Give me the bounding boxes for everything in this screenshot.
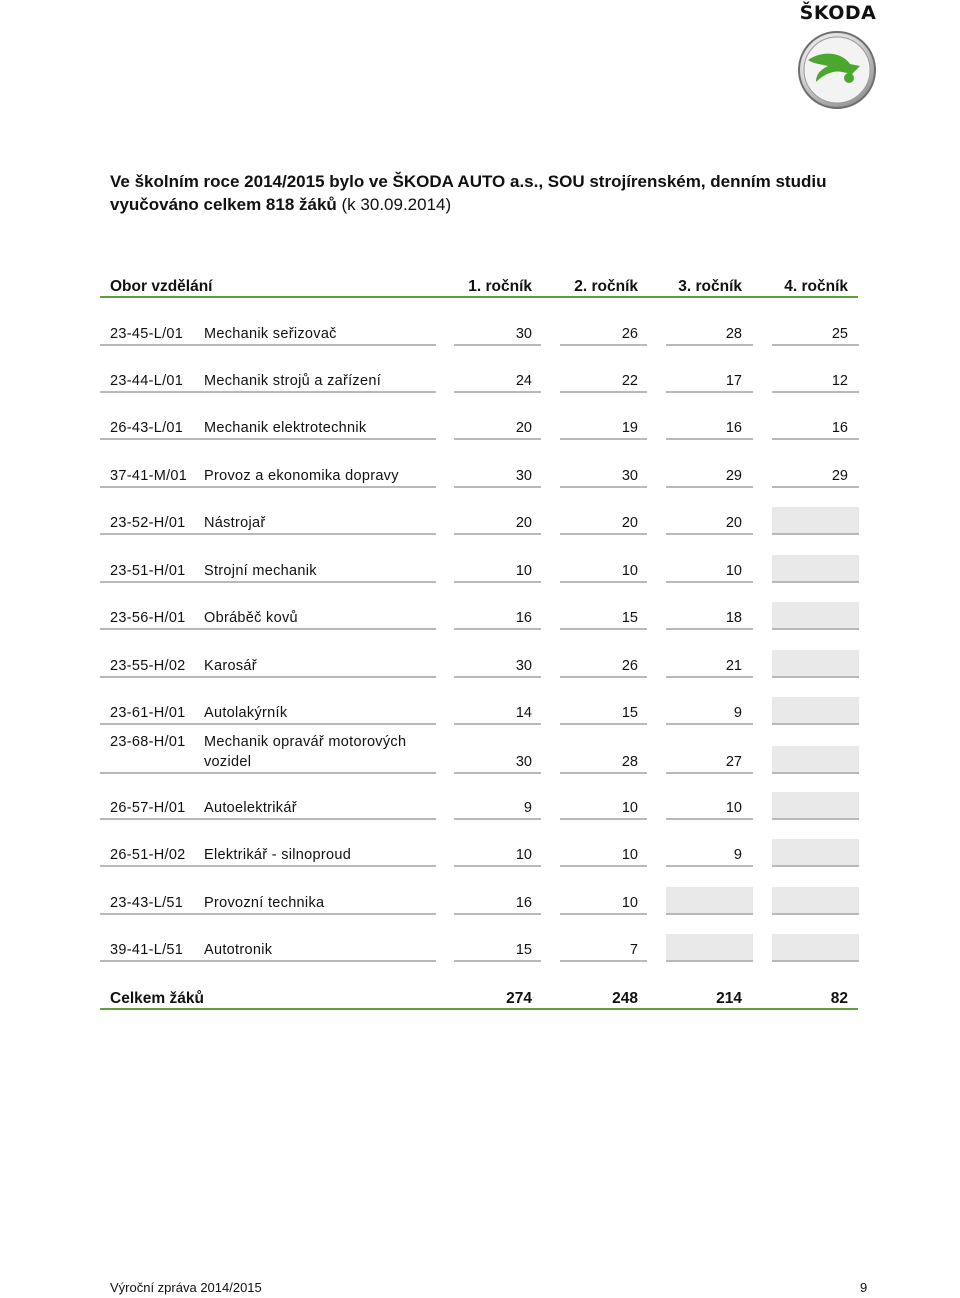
table-row (0, 466, 960, 496)
cell-rule (560, 533, 647, 535)
row-value-col-2: 19 (621, 420, 638, 436)
row-name: Mechanik seřizovač (204, 326, 337, 342)
row-value-col-3: 9 (733, 705, 742, 721)
cell-rule (666, 486, 753, 488)
table-row (0, 940, 960, 970)
row-name: Strojní mechanik (204, 563, 317, 579)
header-col-3: 3. ročník (678, 278, 742, 295)
table-row (0, 845, 960, 875)
empty-cell (772, 602, 859, 630)
row-value-col-2: 15 (621, 610, 638, 626)
row-rule (100, 960, 436, 962)
footer-report-title: Výroční zpráva 2014/2015 (110, 1280, 262, 1295)
cell-rule (454, 865, 541, 867)
header-label: Obor vzdělání (110, 278, 213, 295)
cell-rule (666, 533, 753, 535)
table-row (0, 732, 960, 780)
row-value-col-4: 16 (831, 420, 848, 436)
table-row (0, 371, 960, 401)
row-value-col-3: 10 (725, 800, 742, 816)
empty-cell (772, 555, 859, 583)
empty-cell (772, 650, 859, 678)
row-value-col-1: 10 (515, 847, 532, 863)
total-col-3: 214 (716, 990, 742, 1007)
row-value-col-3: 21 (725, 658, 742, 674)
table-row (0, 608, 960, 638)
cell-rule (560, 628, 647, 630)
table-total-row (0, 988, 960, 1036)
row-value-col-2: 10 (621, 895, 638, 911)
cell-rule (454, 391, 541, 393)
empty-cell (666, 887, 753, 915)
row-value-col-1: 10 (515, 563, 532, 579)
row-value-col-2: 10 (621, 563, 638, 579)
row-name-line2: vozidel (204, 754, 252, 770)
cell-rule (666, 581, 753, 583)
total-col-1: 274 (506, 990, 532, 1007)
row-rule (100, 723, 436, 725)
row-value-col-1: 30 (515, 468, 532, 484)
total-col-4: 82 (830, 990, 848, 1007)
cell-rule (454, 960, 541, 962)
cell-rule (454, 723, 541, 725)
row-value-col-4: 25 (831, 326, 848, 342)
cell-rule (560, 581, 647, 583)
cell-rule (666, 628, 753, 630)
cell-rule (454, 486, 541, 488)
empty-cell (772, 746, 859, 774)
empty-cell (772, 507, 859, 535)
total-col-2: 248 (612, 990, 638, 1007)
cell-rule (666, 438, 753, 440)
row-code: 23-43-L/51 (110, 895, 184, 911)
cell-rule (454, 344, 541, 346)
cell-rule (666, 391, 753, 393)
row-value-col-2: 30 (621, 468, 638, 484)
empty-cell (772, 934, 859, 962)
cell-rule (560, 391, 647, 393)
empty-cell (772, 697, 859, 725)
row-rule (100, 676, 436, 678)
cell-rule (454, 772, 541, 774)
row-value-col-1: 14 (515, 705, 532, 721)
row-rule (100, 772, 436, 774)
cell-rule (772, 960, 859, 962)
cell-rule (772, 676, 859, 678)
row-value-col-3: 28 (725, 326, 742, 342)
cell-rule (772, 344, 859, 346)
row-rule (100, 913, 436, 915)
cell-rule (454, 533, 541, 535)
skoda-logo (786, 0, 890, 112)
empty-cell (772, 792, 859, 820)
cell-rule (666, 723, 753, 725)
header-col-1: 1. ročník (468, 278, 532, 295)
row-code: 23-45-L/01 (110, 326, 184, 342)
row-value-col-1: 15 (515, 942, 532, 958)
row-value-col-1: 24 (515, 373, 532, 389)
cell-rule (666, 676, 753, 678)
row-name: Provozní technika (204, 895, 325, 911)
row-code: 23-56-H/01 (110, 610, 186, 626)
row-name: Autoelektrikář (204, 800, 297, 816)
row-code: 26-43-L/01 (110, 420, 184, 436)
cell-rule (666, 960, 753, 962)
row-value-col-4: 29 (831, 468, 848, 484)
footer-page-number: 9 (860, 1280, 868, 1295)
cell-rule (772, 581, 859, 583)
cell-rule (454, 676, 541, 678)
empty-cell (666, 934, 753, 962)
row-value-col-2: 22 (621, 373, 638, 389)
row-value-col-2: 26 (621, 658, 638, 674)
header-rule (100, 296, 858, 298)
row-value-col-1: 30 (515, 326, 532, 342)
cell-rule (560, 438, 647, 440)
cell-rule (560, 772, 647, 774)
cell-rule (772, 486, 859, 488)
row-name: Autolakýrník (204, 705, 288, 721)
cell-rule (772, 391, 859, 393)
table-row (0, 798, 960, 828)
cell-rule (560, 344, 647, 346)
intro-normal: (k 30.09.2014) (336, 195, 452, 214)
row-code: 26-51-H/02 (110, 847, 186, 863)
row-code: 23-52-H/01 (110, 515, 186, 531)
row-value-col-1: 30 (515, 754, 532, 770)
total-label: Celkem žáků (110, 990, 204, 1007)
table-row (0, 324, 960, 354)
row-rule (100, 818, 436, 820)
row-rule (100, 391, 436, 393)
intro-bold: Ve školním roce 2014/2015 bylo ve ŠKODA AUTO a.s., SOU strojírenském, denním studiu vyučováno celkem 818 žáků (110, 172, 827, 214)
cell-rule (454, 581, 541, 583)
row-name: Mechanik strojů a zařízení (204, 373, 382, 389)
cell-rule (560, 818, 647, 820)
row-value-col-3: 10 (725, 563, 742, 579)
row-code: 26-57-H/01 (110, 800, 186, 816)
cell-rule (666, 865, 753, 867)
row-rule (100, 628, 436, 630)
row-code: 23-61-H/01 (110, 705, 186, 721)
row-rule (100, 533, 436, 535)
row-code: 23-55-H/02 (110, 658, 186, 674)
total-rule (100, 1008, 858, 1010)
row-value-col-3: 29 (725, 468, 742, 484)
row-name: Karosář (204, 658, 257, 674)
row-name: Mechanik elektrotechnik (204, 420, 367, 436)
row-value-col-1: 16 (515, 895, 532, 911)
row-value-col-2: 26 (621, 326, 638, 342)
row-value-col-4: 12 (831, 373, 848, 389)
header-col-4: 4. ročník (784, 278, 848, 295)
row-rule (100, 581, 436, 583)
cell-rule (772, 818, 859, 820)
empty-cell (772, 887, 859, 915)
row-code: 23-44-L/01 (110, 373, 184, 389)
cell-rule (454, 438, 541, 440)
cell-rule (772, 438, 859, 440)
skoda-winged-arrow-icon (794, 30, 880, 110)
row-value-col-2: 10 (621, 800, 638, 816)
cell-rule (666, 818, 753, 820)
row-name: Autotronik (204, 942, 273, 958)
table-row (0, 703, 960, 733)
row-value-col-3: 27 (725, 754, 742, 770)
cell-rule (560, 486, 647, 488)
row-rule (100, 486, 436, 488)
row-value-col-2: 15 (621, 705, 638, 721)
cell-rule (772, 628, 859, 630)
cell-rule (666, 772, 753, 774)
row-value-col-1: 9 (523, 800, 532, 816)
row-value-col-2: 28 (621, 754, 638, 770)
header-col-2: 2. ročník (574, 278, 638, 295)
row-value-col-3: 18 (725, 610, 742, 626)
row-value-col-1: 20 (515, 420, 532, 436)
row-code: 23-68-H/01 (110, 734, 186, 750)
cell-rule (454, 628, 541, 630)
row-name: Mechanik opravář motorových (204, 734, 407, 750)
cell-rule (666, 344, 753, 346)
row-value-col-2: 10 (621, 847, 638, 863)
cell-rule (454, 818, 541, 820)
cell-rule (560, 676, 647, 678)
table-header (0, 276, 960, 324)
table-row (0, 513, 960, 543)
cell-rule (560, 723, 647, 725)
cell-rule (772, 913, 859, 915)
cell-rule (454, 913, 541, 915)
cell-rule (560, 913, 647, 915)
cell-rule (772, 533, 859, 535)
row-value-col-3: 16 (725, 420, 742, 436)
row-rule (100, 438, 436, 440)
intro-text (110, 170, 870, 216)
row-code: 39-41-L/51 (110, 942, 184, 958)
row-value-col-1: 20 (515, 515, 532, 531)
row-value-col-3: 9 (733, 847, 742, 863)
row-value-col-1: 16 (515, 610, 532, 626)
cell-rule (560, 960, 647, 962)
cell-rule (772, 723, 859, 725)
cell-rule (772, 865, 859, 867)
table-row (0, 656, 960, 686)
table-row (0, 893, 960, 923)
row-code: 23-51-H/01 (110, 563, 186, 579)
cell-rule (666, 913, 753, 915)
row-name: Obráběč kovů (204, 610, 298, 626)
row-name: Elektrikář - silnoproud (204, 847, 352, 863)
row-value-col-1: 30 (515, 658, 532, 674)
logo-wordmark: ŠKODA (799, 2, 877, 24)
empty-cell (772, 839, 859, 867)
row-rule (100, 344, 436, 346)
row-code: 37-41-M/01 (110, 468, 188, 484)
cell-rule (772, 772, 859, 774)
row-rule (100, 865, 436, 867)
row-name: Provoz a ekonomika dopravy (204, 468, 399, 484)
table-row (0, 561, 960, 591)
cell-rule (560, 865, 647, 867)
table-row (0, 418, 960, 448)
row-value-col-2: 20 (621, 515, 638, 531)
row-name: Nástrojař (204, 515, 266, 531)
row-value-col-3: 20 (725, 515, 742, 531)
row-value-col-2: 7 (629, 942, 638, 958)
row-value-col-3: 17 (725, 373, 742, 389)
